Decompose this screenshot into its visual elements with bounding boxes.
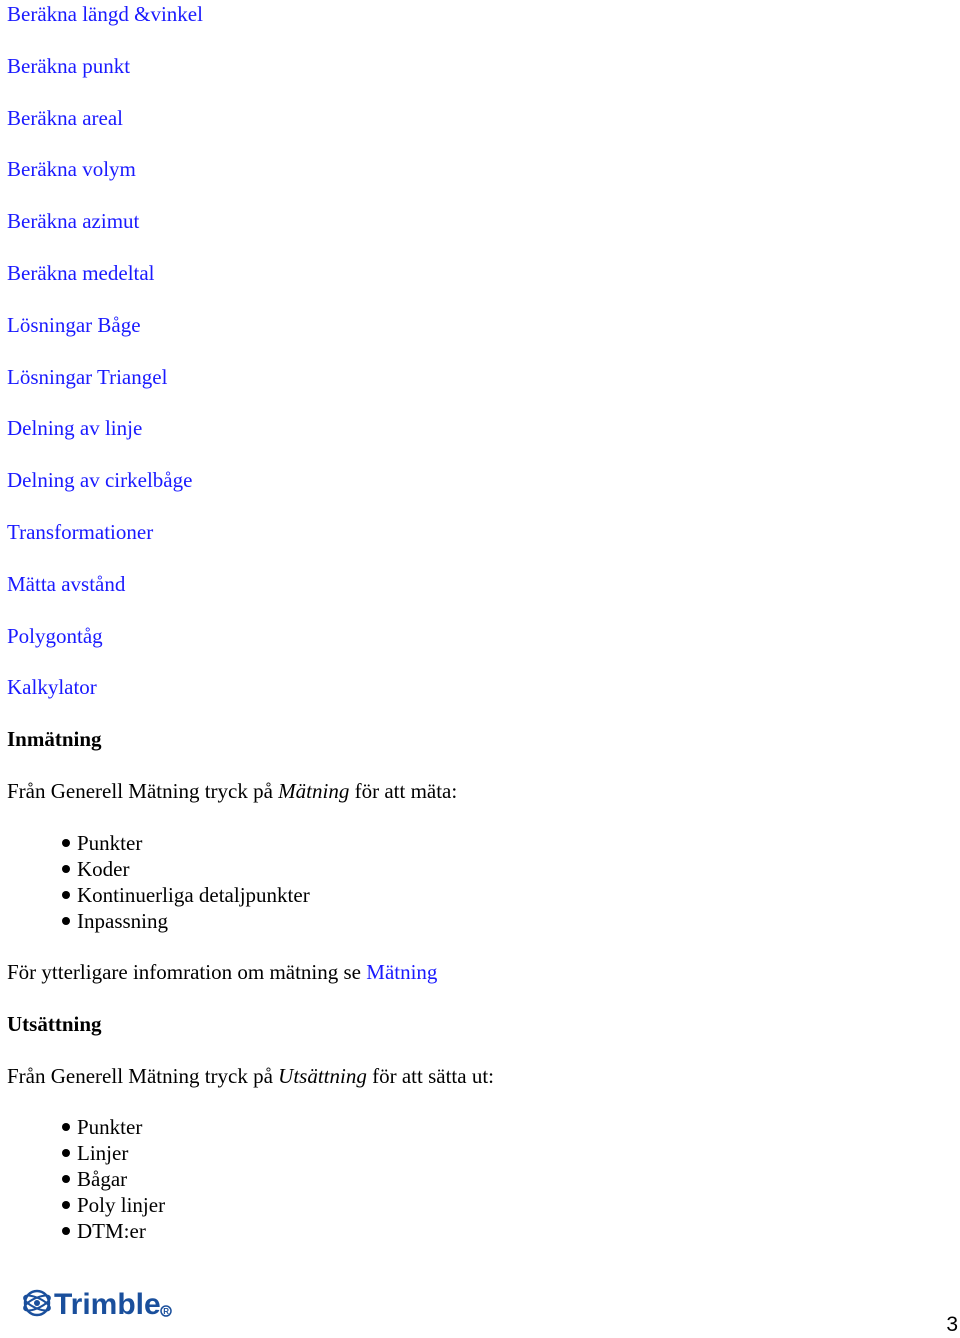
inmatning-intro-end: för att mäta:: [349, 779, 458, 803]
list-item-text: Poly linjer: [77, 1193, 166, 1217]
link-matta-avstand[interactable]: Mätta avstånd: [7, 571, 126, 596]
list-item: [62, 1114, 165, 1140]
list-item-text: Punkter: [77, 1115, 143, 1139]
list-item: [62, 1140, 165, 1166]
utsattning-intro: [7, 1063, 494, 1089]
registered-mark-icon: [161, 1306, 171, 1316]
list-item: [62, 1192, 165, 1218]
utsattning-intro-emphasis: Utsättning: [278, 1064, 367, 1088]
trimble-globe-icon: [22, 1291, 52, 1315]
trimble-logo: [22, 1287, 174, 1319]
link-delning-av-cirkelbage[interactable]: Delning av cirkelbåge: [7, 468, 193, 493]
list-item: [62, 1166, 165, 1192]
section-heading-utsattning: Utsättning: [7, 1012, 102, 1036]
inmatning-bullet-list: [62, 830, 310, 934]
bullet-icon: [62, 865, 70, 873]
inmatning-intro-start: Från Generell Mätning tryck på: [7, 779, 279, 803]
link-losningar-bage[interactable]: Lösningar Båge: [7, 312, 141, 337]
list-item-text: DTM:er: [77, 1219, 146, 1243]
utsattning-intro-end: för att sätta ut:: [366, 1064, 494, 1088]
utsattning-intro-start: Från Generell Mätning tryck på: [7, 1064, 279, 1088]
list-item-text: Linjer: [77, 1141, 129, 1165]
list-item-text: Bågar: [77, 1167, 128, 1191]
inmatning-intro-emphasis: Mätning: [278, 779, 350, 803]
page-number: 3: [946, 1313, 958, 1336]
list-item-text: Koder: [77, 857, 130, 881]
inmatning-more-info: [7, 959, 437, 985]
list-item: [62, 1218, 165, 1244]
link-berakna-areal[interactable]: Beräkna areal: [7, 105, 124, 130]
list-item: [62, 830, 310, 856]
link-berakna-punkt[interactable]: Beräkna punkt: [7, 53, 131, 78]
list-item-text: Punkter: [77, 831, 143, 855]
svg-text:R: R: [163, 1307, 169, 1316]
link-berakna-langd-vinkel[interactable]: Beräkna längd &vinkel: [7, 2, 203, 26]
bullet-icon: [62, 1227, 70, 1235]
bullet-icon: [62, 1123, 70, 1131]
bullet-icon: [62, 1175, 70, 1183]
list-item-text: Inpassning: [77, 909, 168, 933]
link-berakna-volym[interactable]: Beräkna volym: [7, 157, 136, 182]
inmatning-intro: [7, 778, 457, 804]
link-losningar-triangel[interactable]: Lösningar Triangel: [7, 364, 168, 389]
link-matning[interactable]: Mätning: [366, 960, 438, 984]
bullet-icon: [62, 839, 70, 847]
link-kalkylator[interactable]: Kalkylator: [7, 675, 97, 700]
list-item: [62, 908, 310, 934]
more-info-text: För ytterligare infomration om mätning se: [7, 960, 367, 984]
bullet-icon: [62, 1149, 70, 1157]
link-polygontag[interactable]: Polygontåg: [7, 623, 103, 648]
utsattning-bullet-list: [62, 1114, 165, 1244]
link-berakna-azimut[interactable]: Beräkna azimut: [7, 209, 140, 234]
nav-link-list: [7, 1, 203, 726]
bullet-icon: [62, 917, 70, 925]
link-berakna-medeltal[interactable]: Beräkna medeltal: [7, 260, 155, 285]
link-transformationer[interactable]: Transformationer: [7, 519, 154, 544]
list-item: [62, 882, 310, 908]
section-heading-inmatning: Inmätning: [7, 727, 102, 751]
trimble-wordmark: Trimble: [54, 1288, 161, 1319]
list-item-text: Kontinuerliga detaljpunkter: [77, 883, 310, 907]
bullet-icon: [62, 1201, 70, 1209]
link-delning-av-linje[interactable]: Delning av linje: [7, 416, 143, 441]
bullet-icon: [62, 891, 70, 899]
list-item: [62, 856, 310, 882]
